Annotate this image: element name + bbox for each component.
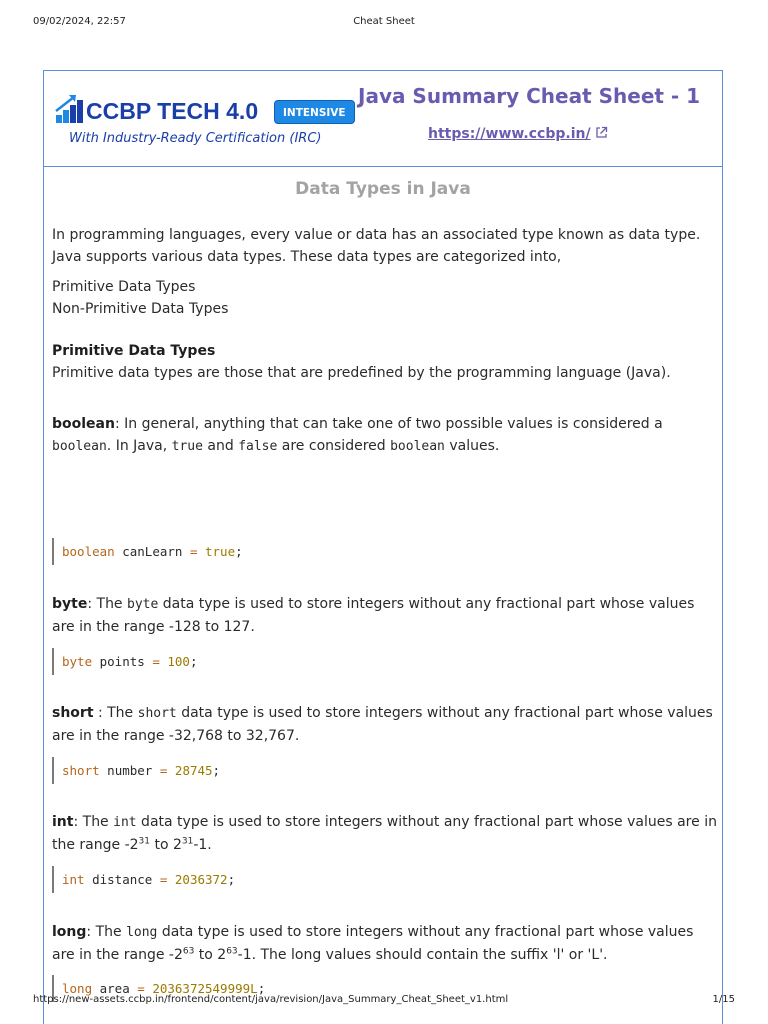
- sheet-title: Java Summary Cheat Sheet - 1: [358, 84, 701, 108]
- int-code-block: int distance = 2036372;: [52, 866, 712, 893]
- print-title: Cheat Sheet: [353, 16, 415, 27]
- short-code-block: short number = 28745;: [52, 757, 712, 784]
- primitive-section: [52, 340, 720, 384]
- byte-description: byte: The byte data type is used to store integers without any fractional part whose values are in the range -128 to 127.: [52, 596, 695, 635]
- banner: [44, 71, 722, 167]
- type-name: byte: [52, 596, 88, 612]
- section-title: Data Types in Java: [295, 179, 471, 199]
- long-description: long: The long data type is used to store integers without any fractional part whose values are in the range $-2^{63}$ to $2^{63}-1$. The long values should contain the suffix 'l' or 'L'.: [52, 924, 694, 963]
- page-number: 1/15: [712, 994, 735, 1005]
- ccbp-link-text: https://www.ccbp.in/: [428, 126, 591, 142]
- long-code-block: long area = 2036372549999L;: [52, 975, 712, 1002]
- intensive-badge: INTENSIVE: [274, 100, 355, 124]
- byte-code-block: byte points = 100;: [52, 648, 712, 675]
- intro-line-2: Java supports various data types. These data types are categorized into,: [52, 249, 562, 265]
- print-footer: [33, 994, 735, 1008]
- type-name: short: [52, 705, 94, 721]
- type-name: int: [52, 814, 74, 830]
- int-description: int: The int data type is used to store integers without any fractional part whose values are in the range $-2^{31}$ to $2^{31}-1$.: [52, 814, 717, 853]
- print-date: 09/02/2024, 22:57: [33, 16, 126, 27]
- external-link-icon: [595, 126, 608, 139]
- primitive-heading: Primitive Data Types: [52, 343, 216, 359]
- type-name: boolean: [52, 416, 115, 432]
- intro-paragraph: [52, 224, 720, 268]
- print-header: [33, 16, 735, 30]
- category-item: Non-Primitive Data Types: [52, 301, 229, 317]
- logo-text: CCBP TECH 4.0: [86, 98, 259, 124]
- primitive-description: Primitive data types are those that are predefined by the programming language (Java).: [52, 365, 671, 381]
- staircase-logo-icon: [54, 91, 86, 125]
- cheat-sheet: [43, 70, 723, 1024]
- ccbp-link[interactable]: [428, 126, 608, 142]
- type-name: long: [52, 924, 87, 940]
- logo-tagline: With Industry-Ready Certification (IRC): [69, 131, 322, 146]
- short-description: short : The short data type is used to store integers without any fractional part whose values are in the range -32,768 to 32,767.: [52, 705, 713, 744]
- print-url: https://new-assets.ccbp.in/frontend/content/java/revision/Java_Summary_Cheat_Sheet_v1.html: [33, 994, 509, 1005]
- boolean-description: boolean: In general, anything that can take one of two possible values is considered a boolean. In Java, true and false are considered boolean values.: [52, 416, 663, 454]
- category-item: Primitive Data Types: [52, 279, 196, 295]
- category-list: [52, 276, 720, 320]
- intro-line-1: In programming languages, every value or data has an associated type known as data type.: [52, 227, 701, 243]
- boolean-code-block: boolean canLearn = true;: [52, 538, 712, 565]
